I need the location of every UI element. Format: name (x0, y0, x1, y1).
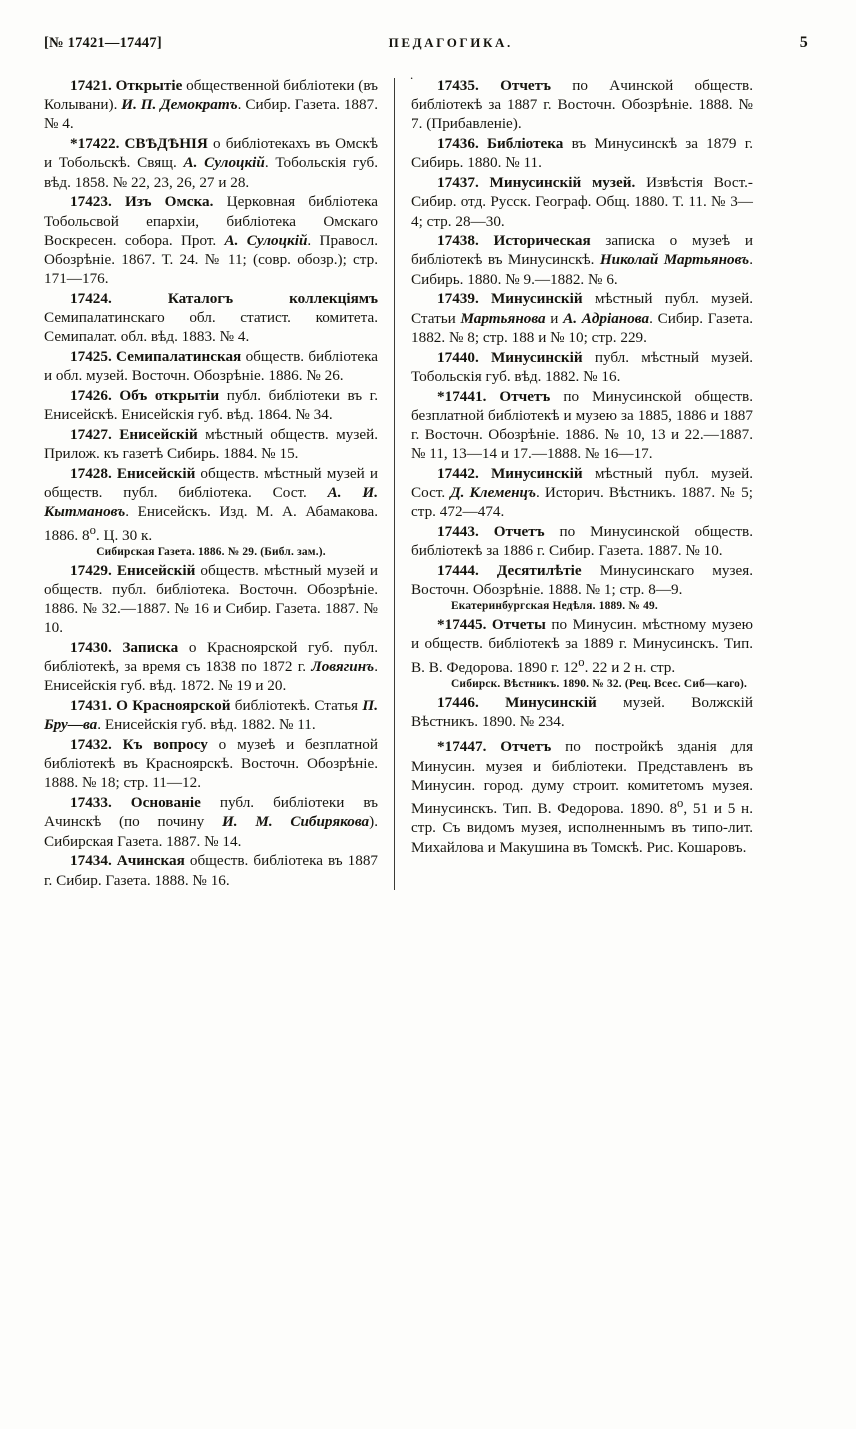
bibliography-entry: 17440. Минусинскій публ. мѣстный музей. Тобольскія губ. вѣд. 1882. № 16. (411, 348, 753, 385)
bibliography-entry: 17442. Минусинскій мѣстный публ. музей. Сост. Д. Клеменцъ. Историч. Вѣстникъ. 1887. № 5; стр. 472—474. (411, 464, 753, 521)
stray-dot-mark: . (410, 67, 414, 82)
two-column-body (44, 67, 812, 890)
bibliography-entry: 17436. Библіотека въ Минусинскѣ за 1879 г. Сибирь. 1880. № 11. (411, 135, 754, 172)
right-entries-group-2 (411, 615, 753, 677)
right-entries-group-3 (411, 693, 753, 857)
bibliography-entry: 17439. Минусинскій мѣстный публ. музей. Статьи Мартьянова и А. Адріанова. Сибир. Газета. 1882. № 8; стр. 188 и № 10; стр. 229. (411, 290, 753, 346)
left-column (44, 76, 392, 890)
bibliography-entry: *17441. Отчетъ по Минусинской обществ. безплатной библіотекѣ и музею за 1885, 1886 и 1887 г. Восточн. Обозрѣніе. 1886. № 10, 13 и 22.—1887. № 11, 13—14 и 17.—1888. № 16—17. (411, 387, 754, 463)
running-head-title: ПЕДАГОГИКА. (388, 35, 513, 50)
bibliography-entry: 17425. Семипалатинская обществ. библіотека и обл. музей. Восточн. Обозрѣніе. 1886. № 26. (44, 348, 378, 385)
running-head (44, 34, 812, 54)
left-entries-group-1 (44, 76, 378, 545)
bibliography-entry: 17426. Объ открытіи публ. библіотеки въ г. Енисейскѣ. Енисейскія губ. вѣд. 1864. № 34. (44, 387, 378, 424)
bibliography-entry: 17446. Минусинскій музей. Волжскій Вѣстникъ. 1890. № 234. (411, 693, 753, 730)
right-column (405, 76, 753, 857)
column-divider-rule (394, 78, 395, 890)
bibliography-entry: 17444. Десятилѣтіе Минусинскаго музея. Восточн. Обозрѣніе. 1888. № 1; стр. 8—9. (411, 561, 753, 599)
bibliography-entry: *17422. СВѢДѢНІЯ о библіотекахъ въ Омскѣ и Тобольскѣ. Свящ. А. Сулоцкій. Тобольскія губ. вѣд. 1858. № 22, 23, 26, 27 и 28. (44, 135, 379, 191)
entry-source-note: Сибирская Газета. 1886. № 29. (Библ. зам.). (96, 545, 326, 558)
bibliography-entry: *17447. Отчетъ по постройкѣ зданія для Минусин. музея и библіотеки. Представленъ въ Минусин. город. думу строит. комитетомъ музея. Минусинскъ. Тип. В. Федорова. 1890. $8^о$, 51 и 5 н. стр. Съ видомъ музея, исполненнымъ въ типо-лит. Михайлова и Макушина въ Томскѣ. Рис. Кошаровъ. (411, 738, 753, 856)
entry-source-note: Екатеринбургская Недѣля. 1889. № 49. (451, 600, 658, 613)
page-number: 5 (799, 34, 808, 51)
bibliography-entry: 17434. Ачинская обществ. библіотека въ 1887 г. Сибир. Газета. 1888. № 16. (44, 852, 379, 889)
bibliography-entry: 17433. Основаніе публ. библіотеки въ Ачинскѣ (по почину И. М. Сибирякова). Сибирская Газета. 1887. № 14. (44, 794, 379, 850)
bibliography-entry: 17427. Енисейскій мѣстный обществ. музей. Прилож. къ газетѣ Сибирь. 1884. № 15. (44, 425, 379, 463)
bibliography-entry: *17445. Отчеты по Минусин. мѣстному музею и обществ. библіотекѣ за 1889 г. Минусинскъ. Тип. В. В. Федорова. 1890 г. $12^о$. 22 и 2 н. стр. (411, 616, 754, 676)
bibliography-entry: 17443. Отчетъ по Минусинской обществ. библіотекѣ за 1886 г. Сибир. Газета. 1887. № 10. (411, 523, 754, 560)
left-entries-group-2 (44, 561, 378, 890)
entry-source-note: Сибирск. Вѣстникъ. 1890. № 32. (Рец. Всес. Сиб—каго). (451, 677, 748, 690)
bibliography-entry: 17421. Открытіе общественной библіотеки (въ Колывани). И. П. Демократъ. Сибир. Газета. 1887. № 4. (44, 77, 378, 133)
bibliography-entry: 17431. О Красноярской библіотекѣ. Статья П. Бру—ва. Енисейскія губ. вѣд. 1882. № 11. (44, 697, 378, 734)
right-entries-group-1 (411, 76, 753, 599)
bibliography-entry: 17430. Записка о Красноярской губ. публ. библіотекѣ, за время съ 1838 по 1872 г. Ловягинъ. Енисейскія губ. вѣд. 1872. № 19 и 20. (44, 638, 378, 695)
bibliography-entry: 17432. Къ вопросу о музеѣ и безплатной библіотекѣ въ Красноярскѣ. Восточн. Обозрѣніе. 1888. № 18; стр. 11—12. (44, 735, 379, 792)
bibliography-entry: 17437. Минусинскій музей. Извѣстія Вост.-Сибир. отд. Русск. Географ. Общ. 1880. Т. 11. № 3—4; стр. 28—30. (411, 174, 753, 230)
bibliography-entry: 17429. Енисейскій обществ. мѣстный музей и обществ. публ. библіотека. Восточн. Обозрѣніе. 1886. № 32.—1887. № 16 и Сибир. Газета. 1887. № 10. (44, 561, 378, 637)
bibliography-entry: 17428. Енисейскій обществ. мѣстный музей и обществ. публ. библіотека. Сост. А. И. Кытмановъ. Енисейскъ. Изд. М. А. Абамакова. 1886. $8^о$. Ц. 30 к. (44, 464, 378, 544)
bibliography-entry: 17435. Отчетъ по Ачинской обществ. библіотекѣ за 1887 г. Восточн. Обозрѣніе. 1888. № 7. (Прибавленіе). (411, 77, 753, 133)
running-head-range: [№ 17421—17447] (44, 35, 162, 51)
bibliography-entry: 17423. Изъ Омска. Церковная библіотека Тобольсвой епархіи, библіотека Омскаго Воскресен. собора. Прот. А. Сулоцкій. Правосл. Обозрѣніе. 1867. Т. 24. № 11; (совр. обозр.); стр. 171—176. (44, 193, 378, 288)
bibliography-entry: 17438. Историческая записка о музеѣ и библіотекѣ въ Минусинскѣ. Николай Мартьяновъ. Сибирь. 1880. № 9.—1882. № 6. (411, 232, 754, 288)
bibliography-entry: 17424. Каталогъ коллекціямъ Семипалатинскаго обл. статист. комитета. Семипалат. обл. вѣд. 1883. № 4. (44, 289, 378, 346)
